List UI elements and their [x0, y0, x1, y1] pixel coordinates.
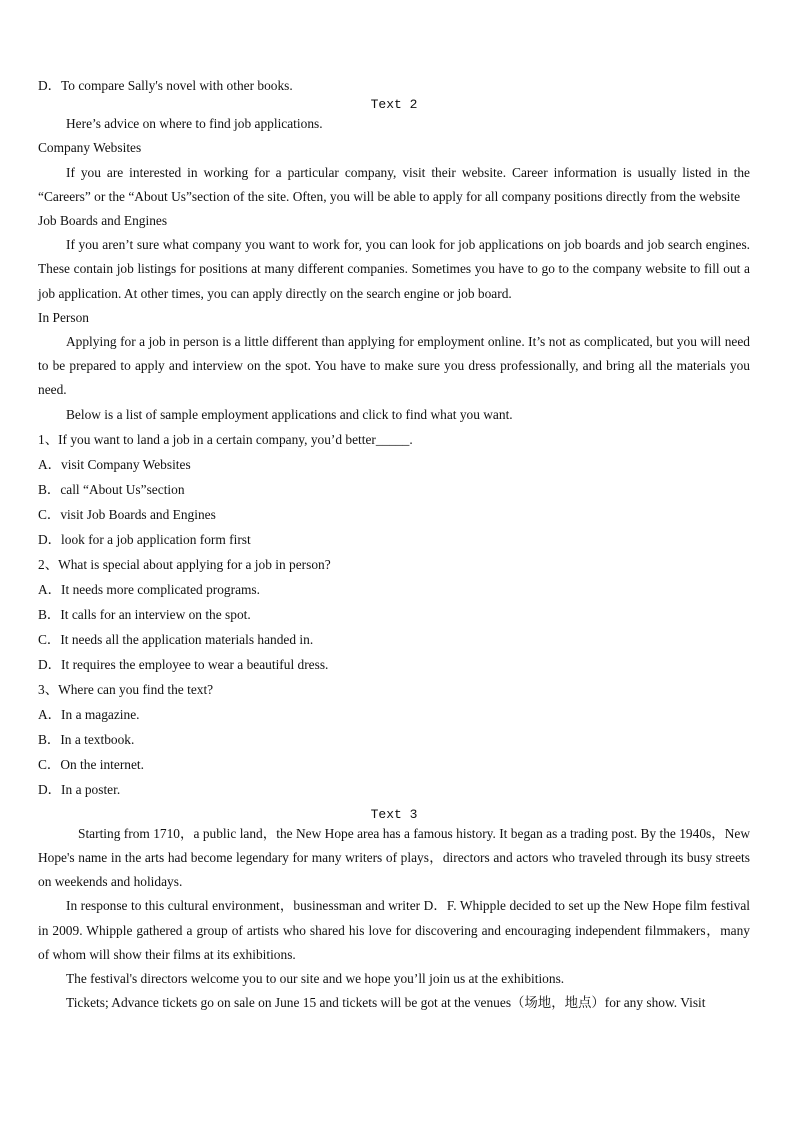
question-stem: 1、If you want to land a job in a certain company, you’d better_____. — [38, 431, 413, 447]
section-body: If you aren’t sure what company you want to work for, you can look for job applications on job boards and job search engines. These contain job listings for positions at many different companies. Sometimes you have to go to the company website to fill out a job application. At other times, you can apply directly on the search engine or job board. — [38, 237, 750, 301]
section-title: In Person — [38, 309, 89, 325]
text3-paragraph-4: Tickets; Advance tickets go on sale on June 15 and tickets will be got at the venues（场地，地点）for any show. Visit — [66, 995, 706, 1011]
section-body: If you are interested in working for a particular company, visit their website. Career information is usually listed in the “Careers” or the “About Us”section of the site. Often, you will be able to apply for all company positions directly from the website — [38, 164, 750, 204]
option-b: B．call “About Us”section — [38, 481, 185, 497]
text3-paragraph-3: The festival's directors welcome you to our site and we hope you’ll join us at the exhibitions. — [66, 971, 565, 987]
question-1 — [38, 427, 750, 552]
text3-heading: Text 3 — [370, 806, 418, 822]
document-page — [38, 74, 750, 1015]
question-3 — [38, 677, 750, 802]
question-stem: 3、Where can you find the text? — [38, 681, 214, 697]
text2-section-in-person — [38, 306, 750, 403]
text2-heading: Text 2 — [370, 97, 418, 113]
text3-paragraph-1: Starting from 1710，a public land，the New Hope area has a famous history. It began as a trading post. By the 1940s，New Hope's name in the arts had become legendary for many writers of plays，directors and actors who traveled through its busy streets on weekends and holidays. — [38, 825, 750, 890]
option-d: D．In a poster. — [38, 781, 121, 797]
option-b: B．It calls for an interview on the spot. — [38, 606, 251, 622]
text2-section-job-boards — [38, 209, 750, 306]
text2-closing: Below is a list of sample employment applications and click to find what you want. — [66, 406, 513, 422]
option-a: A．visit Company Websites — [38, 456, 191, 472]
question-stem: 2、What is special about applying for a job in person? — [38, 556, 331, 572]
previous-question-option-d: D．To compare Sally's novel with other books. — [38, 78, 293, 93]
option-d: D．It requires the employee to wear a beautiful dress. — [38, 656, 329, 672]
text2-section-company-websites — [38, 136, 750, 209]
question-2 — [38, 552, 750, 677]
option-b: B．In a textbook. — [38, 731, 135, 747]
section-title: Job Boards and Engines — [38, 213, 168, 229]
option-a: A．It needs more complicated programs. — [38, 581, 260, 597]
section-title: Company Websites — [38, 140, 142, 156]
text2-intro: Here’s advice on where to find job applications. — [66, 116, 323, 132]
option-c: C．visit Job Boards and Engines — [38, 506, 216, 522]
option-c: C．It needs all the application materials handed in. — [38, 631, 314, 647]
section-body: Applying for a job in person is a little different than applying for employment online. It’s not as complicated, but you will need to be prepared to apply and interview on the spot. You have to make sure you dress professionally, and bring all the materials you need. — [38, 334, 750, 398]
option-d: D．look for a job application form first — [38, 531, 251, 547]
text3-paragraph-2: In response to this cultural environment，businessman and writer D．F. Whipple decided to set up the New Hope film festival in 2009. Whipple gathered a group of artists who shared his love for discovering and encouraging independent filmmakers，many of whom will show their films at its exhibitions. — [38, 898, 750, 962]
option-a: A．In a magazine. — [38, 706, 140, 722]
option-c: C．On the internet. — [38, 756, 144, 772]
